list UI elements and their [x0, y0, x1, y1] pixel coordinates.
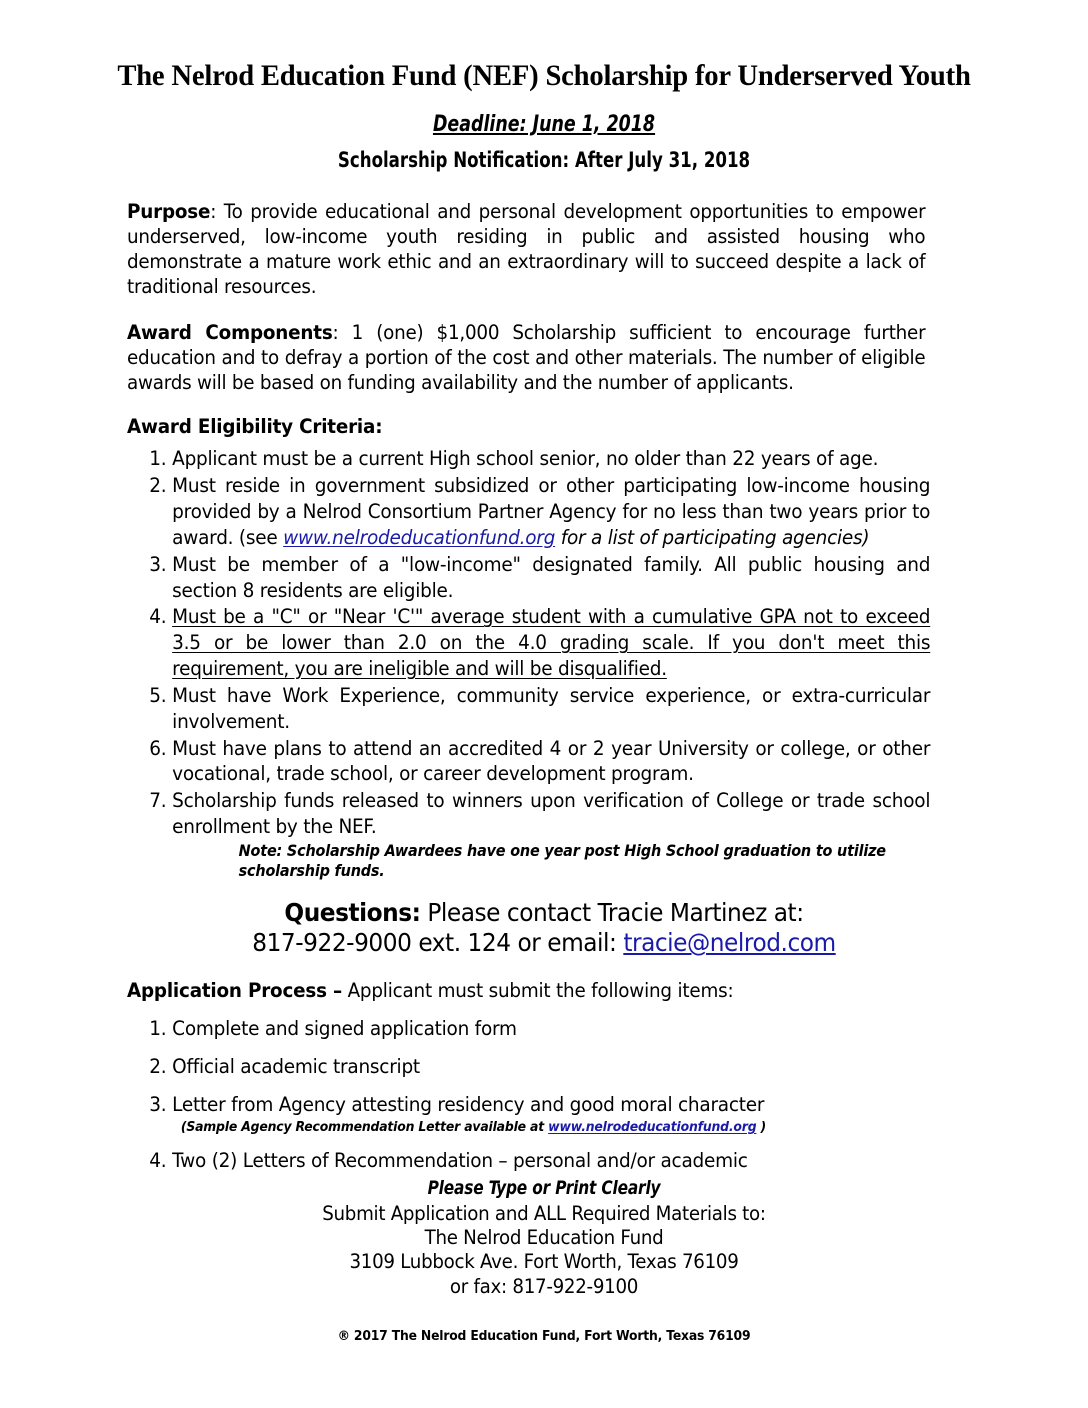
questions-contact-text: Please contact Tracie Martinez at: [420, 897, 804, 927]
application-process-block [126, 979, 963, 1004]
eligibility-list-wrapper [126, 446, 930, 881]
list-item-text: Must be a "C" or "Near 'C'" average student with a cumulative GPA not to exceed 3.5 or be lower than 2.0 on the 4.0 grading scale. If you don't meet this requirement, you are ineligible and will be disqualified. [172, 605, 931, 681]
list-item-text-before: Must reside in government subsidized or other participating low-income housing provided by a Nelrod Consortium Partner Agency for no less than two years prior to award. (see [172, 474, 931, 549]
eligibility-list [126, 446, 930, 839]
sample-letter-note [126, 1119, 890, 1135]
closing-line: Submit Application and ALL Required Materials to: [322, 1201, 766, 1225]
closing-line: or fax: 817-922-9100 [449, 1274, 639, 1298]
sample-note-before: (Sample Agency Recommendation Letter available at [180, 1119, 549, 1136]
application-process-heading [127, 979, 925, 1004]
list-item-text: Must have plans to attend an accredited 4 or 2 year University or college, or other vocational, trade school, or career development program. [172, 736, 931, 786]
print-clearly-line: Please Type or Print Clearly [427, 1177, 661, 1199]
notification-line: Scholarship Notification: After July 31, 2018 [337, 147, 751, 172]
list-item [126, 736, 930, 788]
award-components-label: Award Components [126, 320, 333, 344]
list-item-number: 1. [149, 447, 167, 471]
list-item-number: 2. [149, 1055, 167, 1079]
list-item [126, 446, 930, 472]
list-item [126, 1017, 930, 1042]
list-item-number: 3. [149, 1093, 167, 1117]
page-title: The Nelrod Education Fund (NEF) Scholarship for Underserved Youth [117, 60, 971, 92]
questions-block [38, 898, 1050, 960]
application-items-list [126, 1017, 930, 1118]
copyright-footer: ® 2017 The Nelrod Education Fund, Fort Worth, Texas 76109 [337, 1329, 751, 1345]
list-item-number: 4. [149, 605, 167, 629]
list-item-number: 1. [149, 1017, 167, 1041]
application-items-list-continued [126, 1149, 930, 1174]
list-item-text: Applicant must be a current High school senior, no older than 22 years of age. [172, 447, 879, 471]
closing-block [0, 1176, 1088, 1299]
nelrod-website-link[interactable]: www.nelrodeducationfund.org [283, 525, 556, 549]
deadline-line: Deadline: June 1, 2018 [432, 112, 656, 138]
eligibility-note: Note: Scholarship Awardees have one year post High School graduation to utilize scholarship funds. [238, 841, 886, 880]
purpose-text: : To provide educational and personal development opportunities to empower underserved, low-income youth residing in public and assisted housing who demonstrate a mature work ethic and an extraordinary will to succeed despite a lack of traditional resources. [126, 199, 925, 298]
list-item-number: 7. [149, 789, 167, 813]
list-item-text: Official academic transcript [172, 1055, 420, 1079]
questions-phone-line [38, 928, 1050, 959]
list-item-number: 2. [149, 474, 167, 498]
award-components-text: : 1 (one) $1,000 Scholarship sufficient to encourage further education and to defray a portion of the cost and other materials. The number of eligible awards will be based on funding availability and the number of applicants. [126, 320, 925, 394]
email-link[interactable]: tracie@nelrod.com [623, 928, 836, 958]
sample-note-after: ) [756, 1119, 767, 1136]
list-item-text: Letter from Agency attesting residency and good moral character [172, 1093, 765, 1117]
list-item [126, 1093, 930, 1118]
list-item-text [172, 473, 930, 550]
nelrod-website-link[interactable]: www.nelrodeducationfund.org [548, 1119, 757, 1136]
list-item-text: Two (2) Letters of Recommendation – personal and/or academic [172, 1149, 748, 1173]
list-item-text: Complete and signed application form [172, 1017, 517, 1041]
award-components-paragraph [127, 321, 925, 396]
list-item-text: Scholarship funds released to winners upon verification of College or trade school enrollment by the NEF. [172, 789, 931, 838]
list-item [126, 1055, 930, 1080]
purpose-paragraph [127, 200, 925, 300]
questions-contact-line [38, 898, 1050, 929]
list-item-number: 4. [149, 1149, 167, 1173]
list-item [126, 683, 930, 735]
application-process-label: Application Process – [126, 979, 342, 1003]
list-item [126, 604, 930, 681]
list-item-text: Must have Work Experience, community service experience, or extra-curricular involvement. [172, 683, 931, 733]
list-item-text-after: for a list of participating agencies) [555, 525, 870, 549]
list-item-number: 3. [149, 552, 167, 576]
list-item [126, 552, 930, 604]
questions-label: Questions: [284, 897, 421, 927]
list-item [126, 1149, 930, 1174]
list-item [126, 473, 930, 550]
purpose-label: Purpose [126, 199, 210, 223]
list-item-text: Must be member of a "low-income" designated family. All public housing and section 8 residents are eligible. [172, 552, 931, 602]
closing-line: 3109 Lubbock Ave. Fort Worth, Texas 76109 [349, 1250, 739, 1274]
body-content [126, 200, 963, 441]
application-process-intro: Applicant must submit the following items: [341, 979, 733, 1003]
list-item [126, 788, 930, 840]
closing-line: The Nelrod Education Fund [424, 1226, 664, 1250]
application-items-wrapper [126, 1017, 930, 1174]
eligibility-heading: Award Eligibility Criteria: [126, 415, 382, 439]
questions-phone-text: 817-922-9000 ext. 124 or email: [252, 928, 624, 958]
list-item-number: 5. [149, 683, 167, 707]
list-item-number: 6. [149, 736, 167, 760]
